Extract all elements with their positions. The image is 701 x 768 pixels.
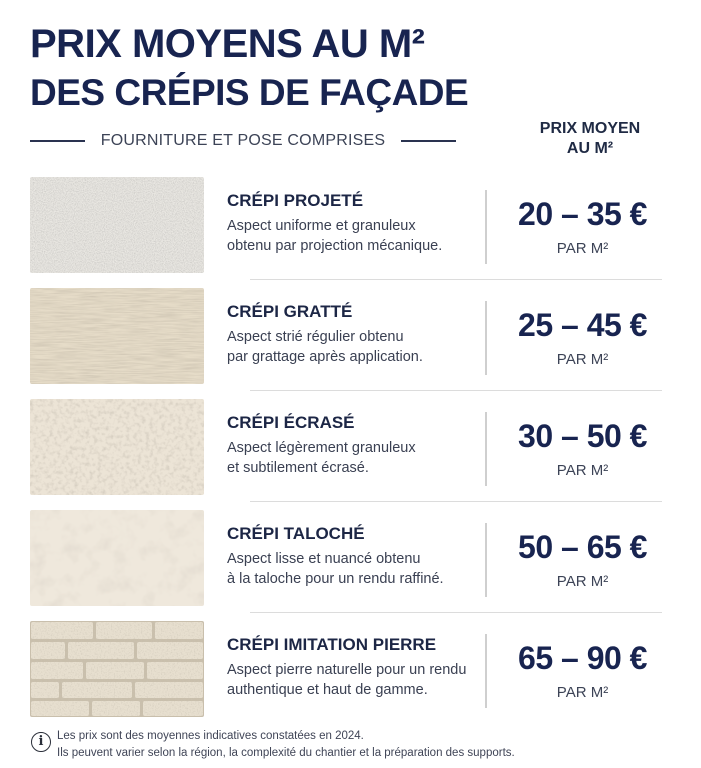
list-item-crepi-projete [30, 168, 662, 279]
item-unit: PAR M² [556, 684, 609, 701]
item-name: CRÉPI IMITATION PIERRE [227, 635, 437, 654]
page-title: PRIX MOYENS AU M² [30, 22, 425, 66]
item-price: 50 – 65 € [518, 529, 647, 565]
subtitle: FOURNITURE ET POSE COMPRISES [100, 132, 386, 149]
vertical-divider [485, 523, 487, 597]
item-unit: PAR M² [556, 462, 609, 479]
footer-note-line2: Ils peuvent varier selon la région, la complexité du chantier et la préparation des supports. [57, 747, 515, 759]
list-item-crepi-taloche [30, 501, 662, 612]
gratte-texture-swatch [30, 288, 204, 384]
list-item-crepi-ecrase [30, 390, 662, 501]
vertical-divider [485, 412, 487, 486]
page-title-line2: DES CRÉPIS DE FAÇADE [30, 72, 469, 113]
item-price: 30 – 50 € [518, 418, 647, 454]
column-header-line1: PRIX MOYEN [539, 120, 641, 137]
item-name: CRÉPI TALOCHÉ [227, 524, 365, 543]
left-rule [30, 140, 85, 142]
item-price: 25 – 45 € [518, 307, 647, 343]
item-description: Aspect uniforme et granuleux obtenu par projection mécanique. [227, 218, 443, 254]
list-item-crepi-imitation-pierre [30, 612, 662, 723]
footer-note-line1: Les prix sont des moyennes indicatives constatées en 2024. [57, 730, 364, 742]
item-name: CRÉPI PROJETÉ [227, 191, 364, 210]
taloche-texture-swatch [30, 510, 204, 606]
item-unit: PAR M² [556, 573, 609, 590]
price-column-header [510, 119, 670, 159]
item-name: CRÉPI GRATTÉ [227, 302, 353, 321]
item-description: Aspect strié régulier obtenu par grattage après application. [227, 329, 423, 365]
subtitle-row [30, 131, 456, 151]
column-header-line2: AU M² [566, 140, 614, 157]
item-description: Aspect pierre naturelle pour un rendu authentique et haut de gamme. [227, 662, 467, 698]
item-price: 20 – 35 € [518, 196, 647, 232]
item-description: Aspect lisse et nuancé obtenu à la taloche pour un rendu raffiné. [227, 551, 444, 587]
stone-texture-swatch [30, 621, 204, 717]
item-description: Aspect légèrement granuleux et subtilement écrasé. [227, 440, 416, 476]
ecrase-texture-swatch [30, 399, 204, 495]
info-icon: i [31, 732, 51, 752]
vertical-divider [485, 190, 487, 264]
item-unit: PAR M² [556, 240, 609, 257]
item-name: CRÉPI ÉCRASÉ [227, 413, 355, 432]
item-unit: PAR M² [556, 351, 609, 368]
projete-texture-swatch [30, 177, 204, 273]
vertical-divider [485, 634, 487, 708]
right-rule [401, 140, 456, 142]
list-item-crepi-gratte [30, 279, 662, 390]
vertical-divider [485, 301, 487, 375]
item-price: 65 – 90 € [518, 640, 647, 676]
